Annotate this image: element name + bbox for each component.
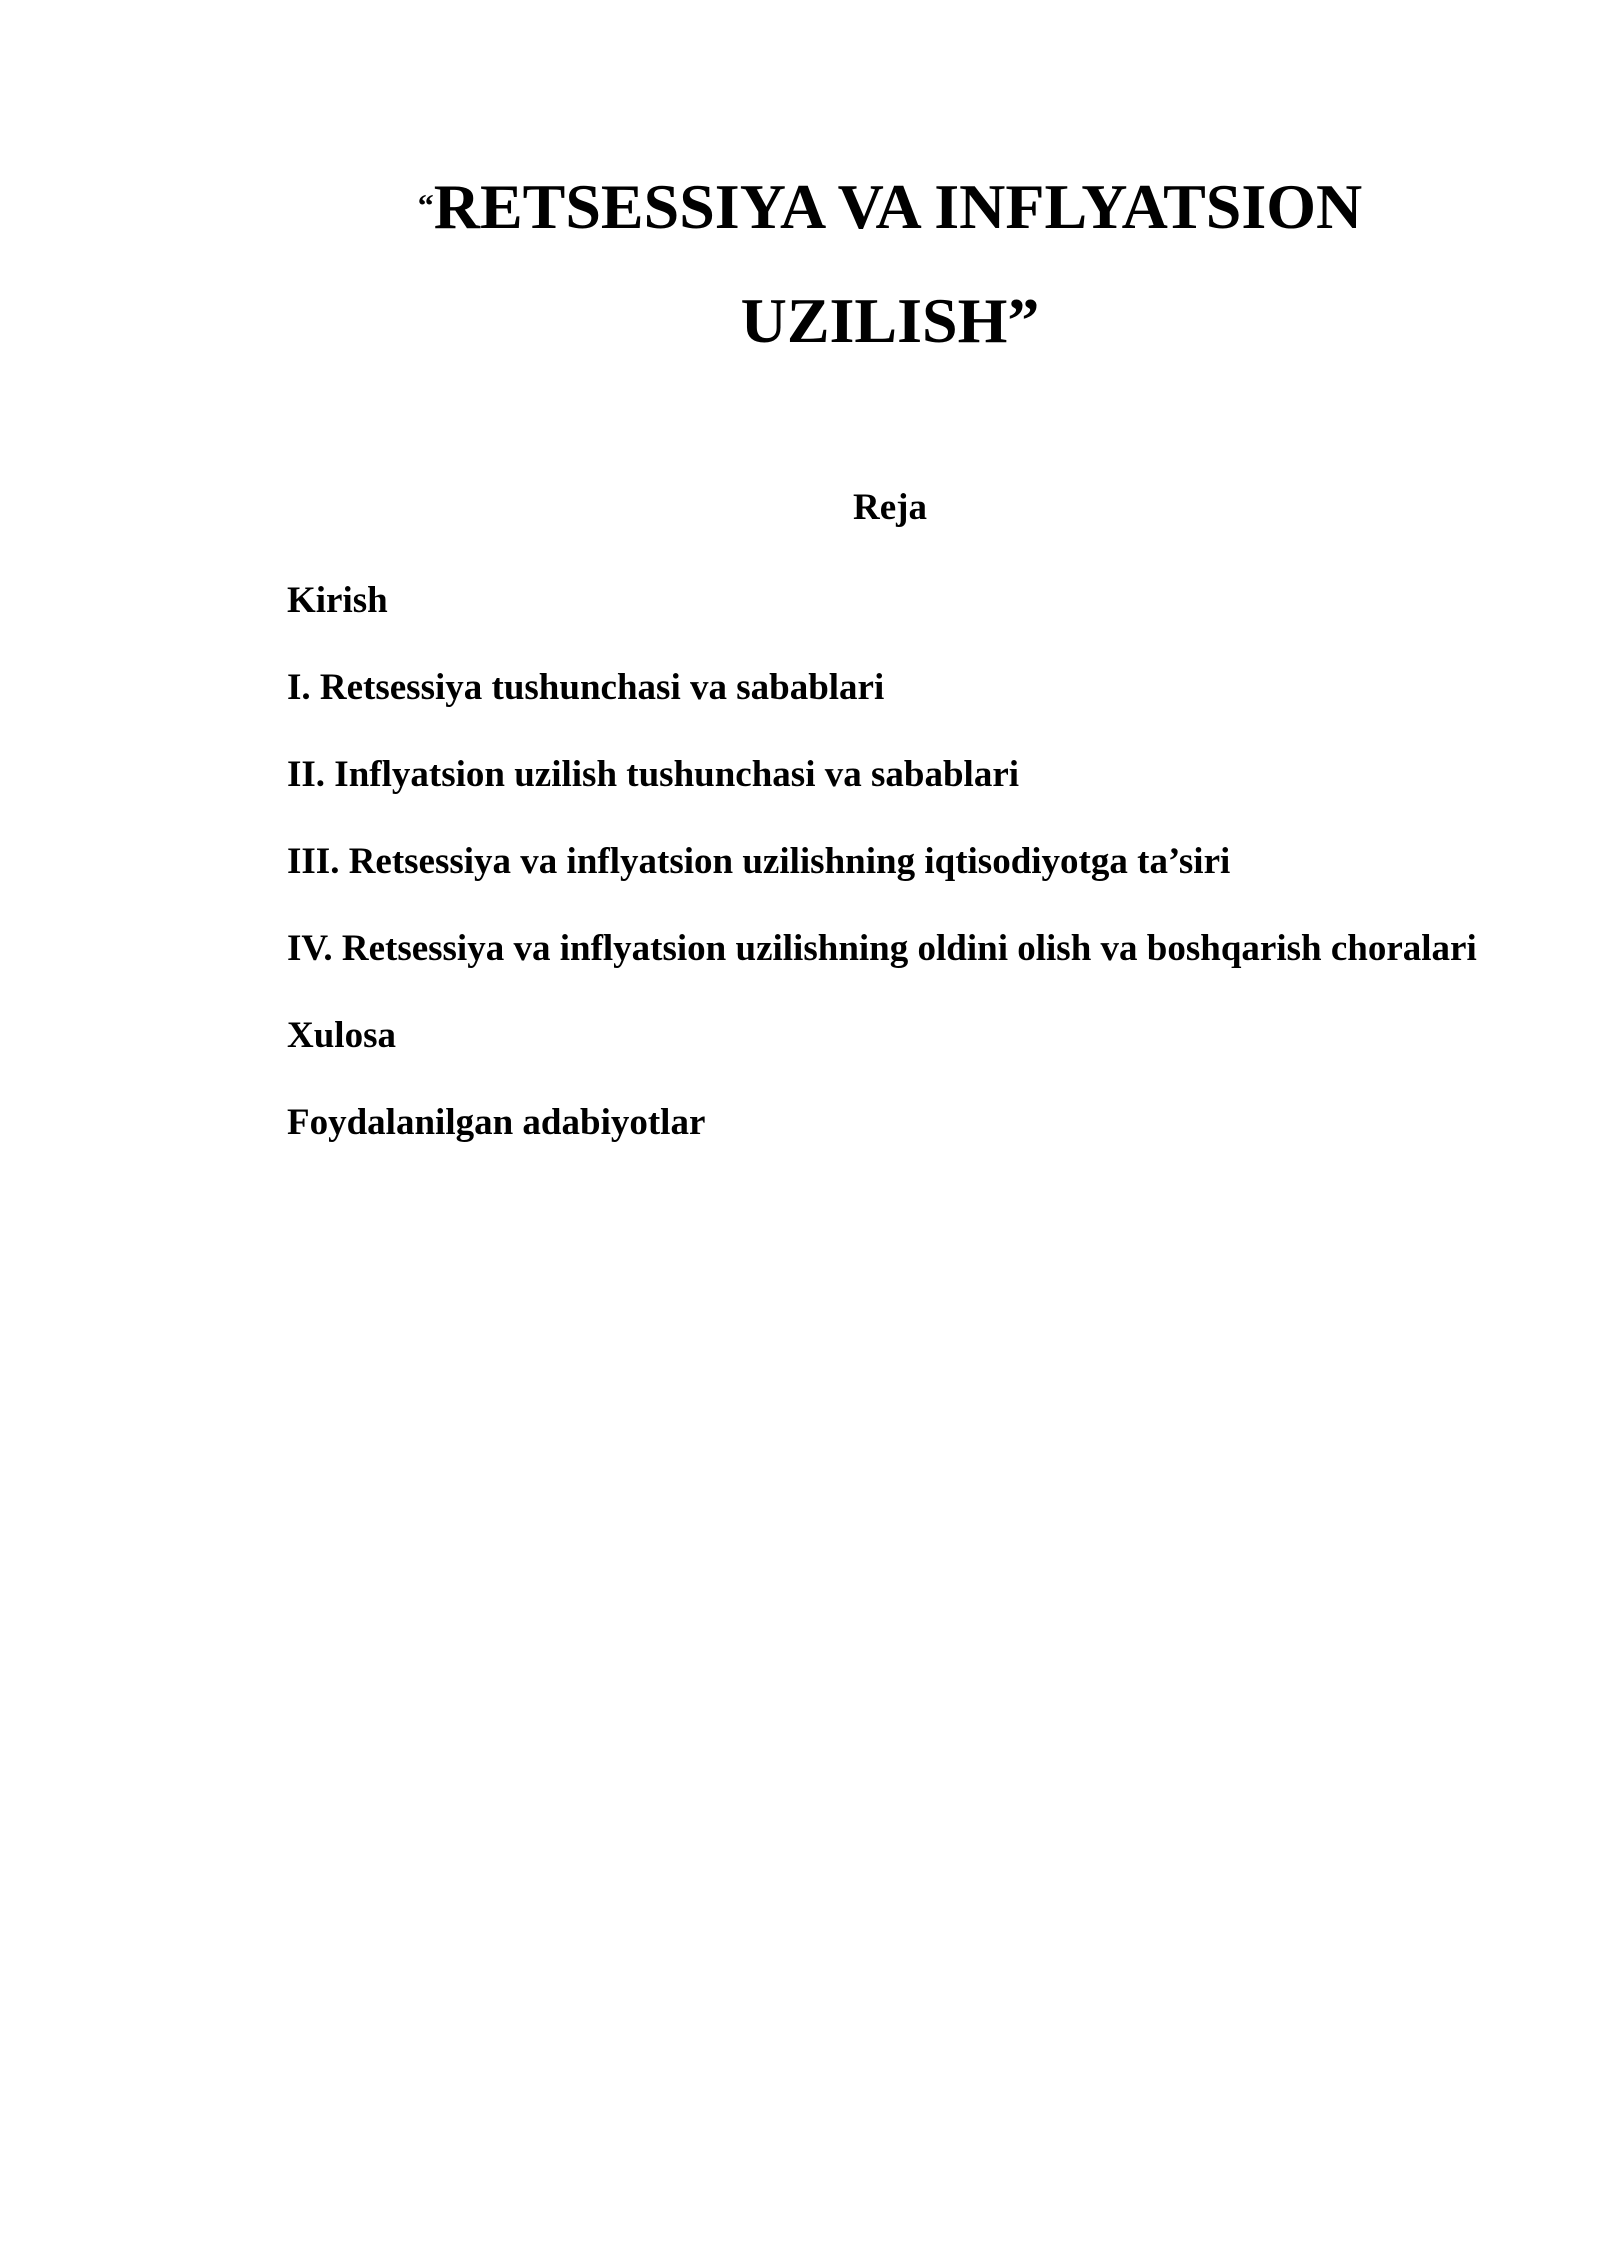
title-text: RETSESSIYA VA INFLYATSION UZILISH” <box>433 171 1363 356</box>
plan-item-references: Foydalanilgan adabiyotlar <box>287 1102 706 1143</box>
plan-heading: Reja <box>853 487 927 528</box>
plan-item-conclusion: Xulosa <box>287 1015 396 1056</box>
plan-item-chapter-2: II. Inflyatsion uzilish tushunchasi va sabablari <box>287 754 1020 795</box>
document-title <box>380 148 1400 378</box>
plan-item-chapter-1: I. Retsessiya tushunchasi va sabablari <box>287 667 885 708</box>
plan-item-chapter-3: III. Retsessiya va inflyatsion uzilishning iqtisodiyotga ta’siri <box>287 841 1231 882</box>
plan-item-introduction: Kirish <box>287 580 388 621</box>
plan-item-chapter-4: IV. Retsessiya va inflyatsion uzilishning oldini olish va boshqarish choralari <box>287 928 1477 969</box>
title-open-quote: “ <box>417 187 434 223</box>
plan-list <box>229 569 1487 1178</box>
